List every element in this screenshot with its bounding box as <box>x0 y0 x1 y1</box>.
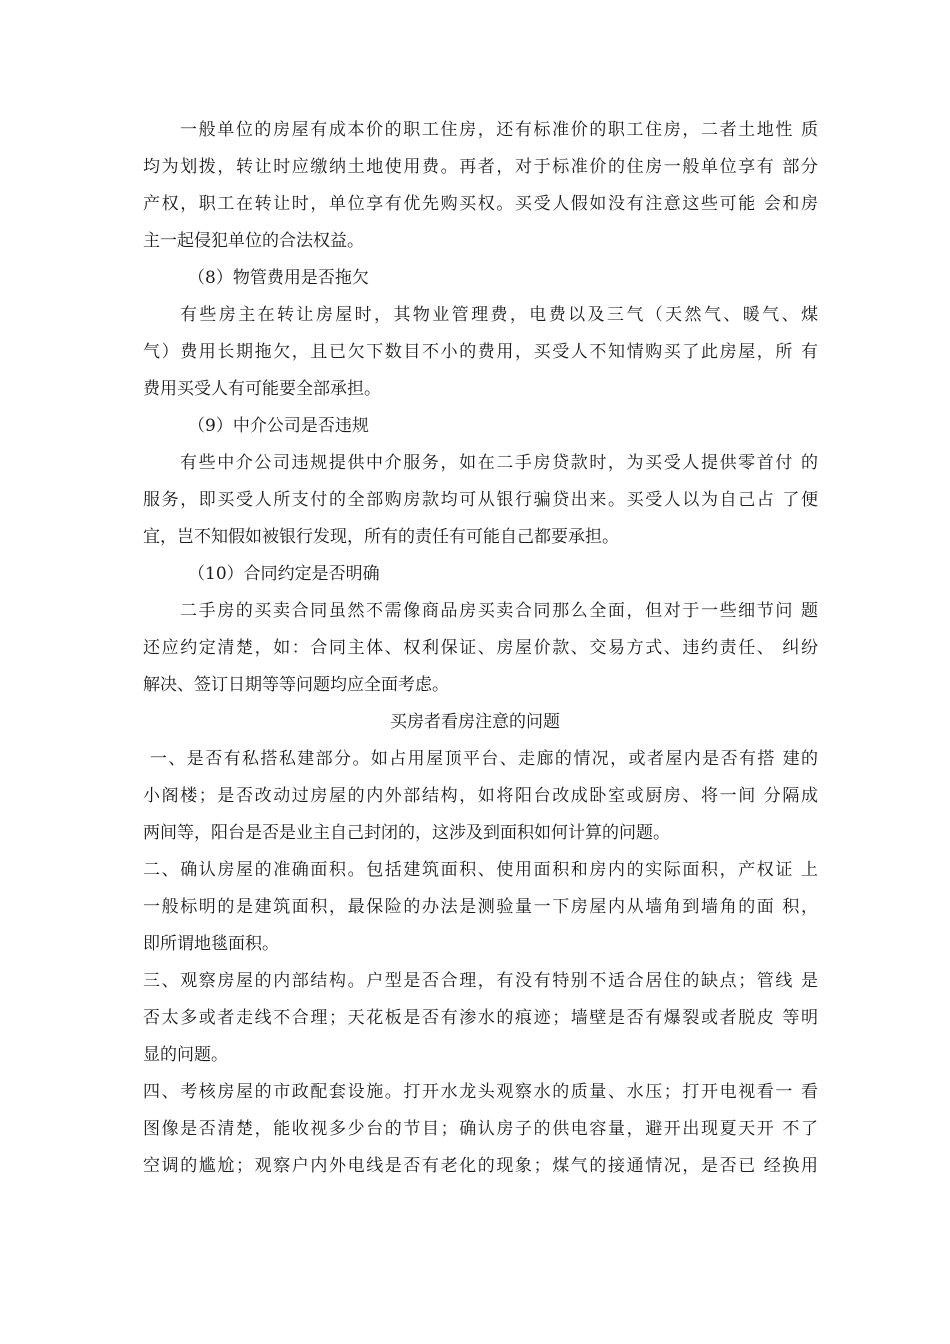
text-line: 有些中介公司违规提供中介服务，如在二手房贷款时，为买受人提供零首付 的 <box>180 453 818 473</box>
text-line: 宜，岂不知假如被银行发现，所有的责任有可能自己都要承担。 <box>143 527 619 547</box>
text-line: 即所谓地毯面积。 <box>143 934 279 954</box>
text-line: 二手房的买卖合同虽然不需像商品房买卖合同那么全面，但对于一些细节问 题 <box>180 601 818 621</box>
text-line: 有些房主在转让房屋时，其物业管理费，电费以及三气（天然气、暖气、煤 <box>180 305 818 325</box>
text-line: 服务，即买受人所支付的全部购房款均可从银行骗贷出来。买受人以为自己占 了便 <box>143 490 818 510</box>
text-line: 费用买受人有可能要全部承担。 <box>143 379 381 399</box>
text-line: 解决、签订日期等等问题均应全面考虑。 <box>143 675 449 695</box>
text-line: 气）费用长期拖欠，且已欠下数目不小的费用，买受人不知情购买了此房屋，所 有 <box>143 342 818 362</box>
text-line: 小阁楼；是否改动过房屋的内外部结构，如将阳台改成卧室或厨房、将一间 分隔成 <box>143 786 818 806</box>
text-line: 两间等，阳台是否是业主自己封闭的，这涉及到面积如何计算的问题。 <box>143 823 670 843</box>
text-line: 主一起侵犯单位的合法权益。 <box>143 231 364 251</box>
text-line: 产权，职工在转让时，单位享有优先购买权。买受人假如没有注意这些可能 会和房 <box>143 194 818 214</box>
text-line: 否太多或者走线不合理；天花板是否有渗水的痕迹；墙壁是否有爆裂或者脱皮 等明 <box>143 1008 818 1028</box>
text-line: 均为划拨，转让时应缴纳土地使用费。再者，对于标准价的住房一般单位享有 部分 <box>143 157 818 177</box>
text-line: 还应约定清楚，如：合同主体、权利保证、房屋价款、交易方式、违约责任、 纠纷 <box>143 638 818 658</box>
text-line: 一、是否有私搭私建部分。如占用屋顶平台、走廊的情况，或者屋内是否有搭 建的 <box>150 749 818 769</box>
text-line: 图像是否清楚，能收视多少台的节目；确认房子的供电容量，避开出现夏天开 不了 <box>143 1119 818 1139</box>
text-line: 二、确认房屋的准确面积。包括建筑面积、使用面积和房内的实际面积，产权证 上 <box>143 860 818 880</box>
text-line: 显的问题。 <box>143 1045 228 1065</box>
text-line: 三、观察房屋的内部结构。户型是否合理，有没有特别不适合居住的缺点；管线 是 <box>143 971 818 991</box>
item-8-heading: （8）物管费用是否拖欠 <box>188 268 369 288</box>
item-10-heading: （10）合同约定是否明确 <box>188 564 380 584</box>
section-title: 买房者看房注意的问题 <box>390 712 560 732</box>
text-line: 空调的尴尬；观察户内外电线是否有老化的现象；煤气的接通情况，是否已 经换用 <box>143 1156 818 1176</box>
item-9-heading: （9）中介公司是否违规 <box>188 416 369 436</box>
text-line: 一般单位的房屋有成本价的职工住房，还有标准价的职工住房，二者土地性 质 <box>180 120 818 140</box>
text-line: 一般标明的是建筑面积，最保险的办法是测验量一下房屋内从墙角到墙角的面 积， <box>143 897 818 917</box>
text-line: 四、考核房屋的市政配套设施。打开水龙头观察水的质量、水压；打开电视看一 看 <box>143 1082 818 1102</box>
